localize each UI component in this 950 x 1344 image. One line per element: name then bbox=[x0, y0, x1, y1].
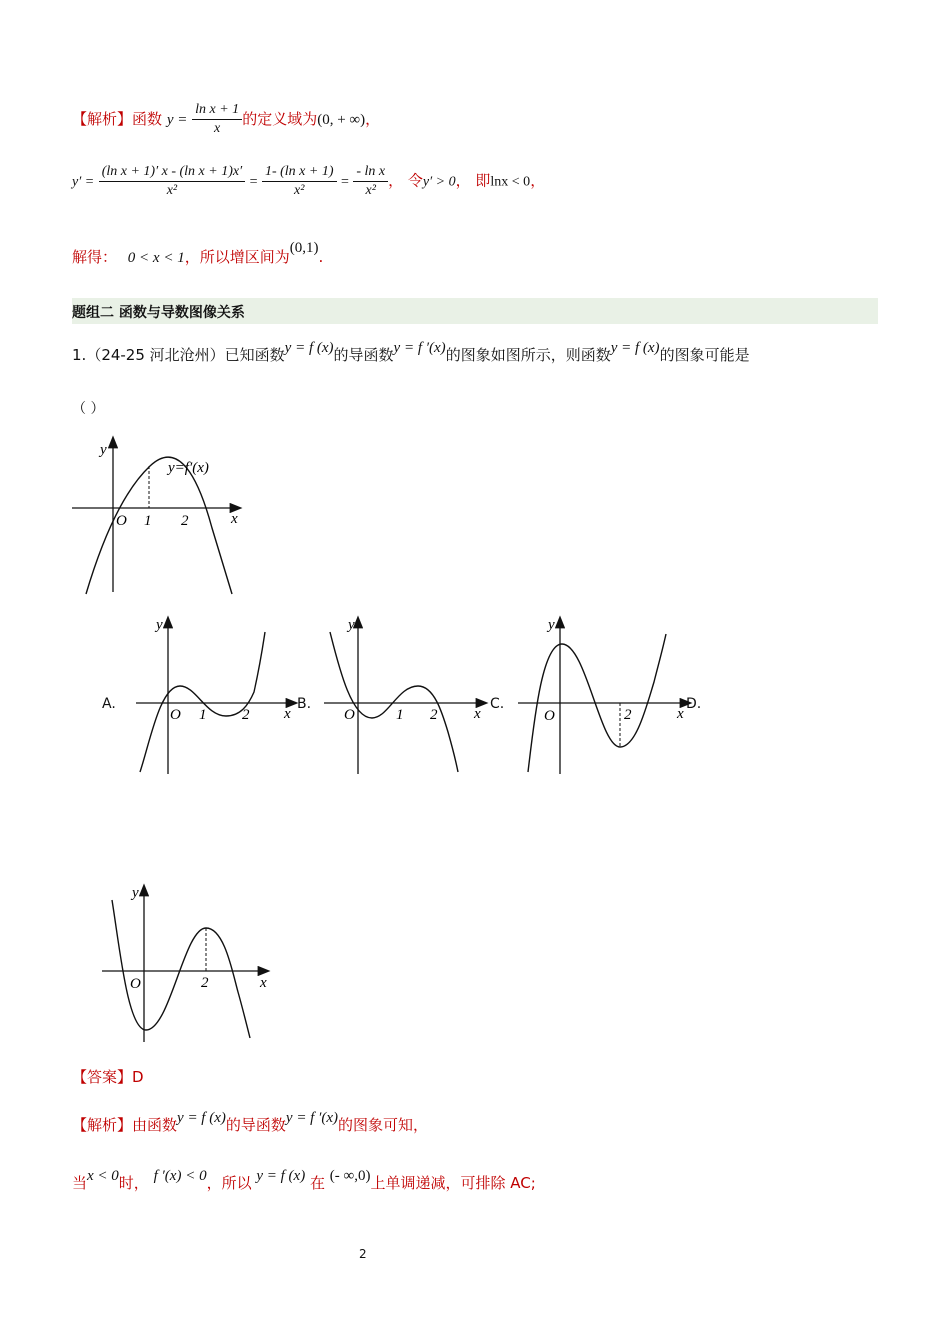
y-label: y bbox=[548, 617, 555, 633]
derivative-curve bbox=[86, 457, 232, 594]
answer-label: 【答案】 bbox=[72, 1068, 133, 1086]
answer-value: D bbox=[132, 1068, 144, 1086]
origin-label: O bbox=[544, 708, 555, 724]
origin-label: O bbox=[130, 976, 141, 992]
answer-parentheses: （ ） bbox=[72, 401, 105, 417]
question-number: 1. bbox=[72, 346, 87, 364]
x-label: x bbox=[231, 511, 238, 527]
y-label: y bbox=[132, 885, 139, 901]
x-label: x bbox=[474, 706, 481, 722]
derivative-graph bbox=[60, 432, 260, 602]
analysis-label: 【解析】 bbox=[72, 1116, 133, 1134]
curve-d bbox=[112, 900, 250, 1038]
analysis2-line1: 【解析】由函数y = f (x)的导函数y = f ′(x)的图象可知， bbox=[72, 1110, 429, 1134]
page-number: 2 bbox=[359, 1247, 367, 1261]
answer-line bbox=[72, 1066, 144, 1087]
tick-1: 1 bbox=[144, 513, 152, 529]
fraction: $\frac{\text{ln x + 1}}{x}$ bbox=[192, 102, 242, 137]
x-label: x bbox=[284, 706, 291, 722]
tick-1: 1 bbox=[199, 707, 207, 723]
fraction: $\frac{\text{1- (ln x + 1)}}{\text{x²}}$ bbox=[262, 164, 337, 199]
fraction: $\frac{\text{(ln x + 1)′ x - (ln x + 1)x′}}{\text{x²}}$ bbox=[99, 164, 245, 199]
tick-2: 2 bbox=[430, 707, 438, 723]
option-d-graph[interactable] bbox=[98, 880, 283, 1045]
option-c-label[interactable]: C. bbox=[490, 696, 505, 712]
option-d-label[interactable]: D. bbox=[686, 696, 702, 712]
x-label: x bbox=[260, 975, 267, 991]
analysis2-line2: 当x < 0时， f ′(x) < 0，所以 y = f (x) 在 (- ∞,0)上单调递减，可排除 AC; bbox=[72, 1168, 536, 1192]
analysis1-line3: 解得： 0 < x < 1，所以增区间为(0,1). bbox=[72, 240, 324, 266]
y-label: y bbox=[100, 442, 107, 458]
section-title: 题组二 函数与导数图像关系 bbox=[72, 305, 245, 321]
tick-2: 2 bbox=[181, 513, 189, 529]
question-stem: 1.（24-25 河北沧州）已知函数y = f (x)的导函数y = f ′(x)的图象如图所示，则函数y = f (x)的图象可能是 bbox=[72, 340, 750, 364]
option-a-graph[interactable] bbox=[130, 612, 315, 777]
analysis-label: 【解析】 bbox=[72, 110, 133, 128]
option-b-graph[interactable] bbox=[320, 612, 505, 777]
option-c-graph[interactable] bbox=[514, 612, 702, 777]
analysis1-line2: y′ = $\frac{\text{(ln x + 1)′ x - (ln x + 1)x′}}{\text{x²}}$ = $\frac{\text{1- (ln x + 1)}}{\text{x²}}$ = $\frac{\text{- ln x}}{\text{x²}}$ ， 令y′ > 0， 即lnx < 0， bbox=[72, 164, 546, 198]
option-b-label[interactable]: B. bbox=[297, 696, 312, 712]
analysis1-line1: 【解析】函数 y = $\frac{\text{ln x + 1}}{x}$ 的定义域为(0, + ∞)， bbox=[72, 102, 381, 136]
origin-label: O bbox=[344, 707, 355, 723]
curve-a bbox=[140, 632, 265, 772]
tick-2: 2 bbox=[624, 707, 632, 723]
x-label: x bbox=[677, 706, 684, 722]
origin-label: O bbox=[116, 513, 127, 529]
origin-label: O bbox=[170, 707, 181, 723]
y-label: y bbox=[156, 617, 163, 633]
curve-label: y=f′(x) bbox=[168, 460, 209, 476]
tick-2: 2 bbox=[201, 975, 209, 991]
tick-1: 1 bbox=[396, 707, 404, 723]
tick-2: 2 bbox=[242, 707, 250, 723]
fraction: $\frac{\text{- ln x}}{\text{x²}}$ bbox=[353, 164, 388, 199]
option-a-label[interactable]: A. bbox=[102, 696, 116, 712]
curve-b bbox=[330, 632, 458, 772]
y-label: y bbox=[348, 617, 355, 633]
